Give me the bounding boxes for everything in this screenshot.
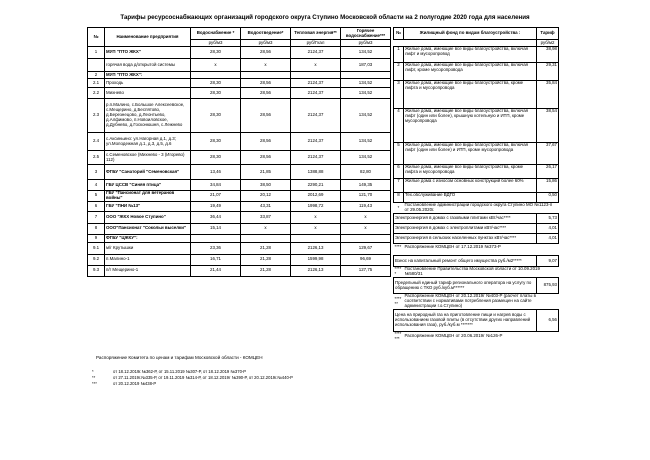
row-num: 7 (394, 179, 404, 193)
table-row (394, 143, 559, 165)
heat-tariff (291, 72, 341, 79)
table-row (394, 179, 559, 193)
hot-water-tariff: 134,52 (341, 133, 391, 151)
footnote-text: от 27.11.2019г.№335-Р, от 19.11.2019 №314-Р, от 18.12.2019г №390-Р, от 20.12.2019г.№440-Р (113, 375, 293, 380)
housing-tariff: 35,84 (537, 81, 559, 109)
row-num: 8 (88, 223, 105, 234)
org-name: п.Малино-1 (105, 254, 191, 265)
row-num: 1 (394, 47, 404, 63)
row-num: 2.2 (88, 88, 105, 99)
heat-tariff: x (291, 223, 341, 234)
row-num: 4 (394, 109, 404, 143)
note-komcen-403: Распоряжение КОМЦЕН от 20.12.2019г №403-Р (расчет платы в соответствии с нормативами потребления размещен на сайте администрации г.о.Ступино) (404, 293, 536, 308)
unit-hot-water: руб/м3 (341, 40, 391, 47)
row-num: 2.5 (88, 151, 105, 165)
org-name: Михнево (105, 88, 191, 99)
table-row (88, 234, 391, 242)
water-tariff: 28,30 (191, 151, 241, 165)
row-num: 4 (88, 180, 105, 191)
row-num: 5 (394, 143, 404, 165)
housing-type: Тех.обслуживание ВДГО (404, 193, 537, 203)
drain-tariff: 28,56 (241, 88, 291, 99)
table-row (394, 81, 559, 109)
drain-tariff: x (241, 223, 291, 234)
col-header-tariff: Тариф (537, 28, 559, 40)
table-row (394, 165, 559, 179)
table-row (88, 223, 391, 234)
heat-tariff: x (291, 211, 341, 223)
org-name: ФГБУ "Санаторий "Семеновская" (105, 165, 191, 180)
unit-heat: руб/Гкал (291, 40, 341, 47)
heat-tariff: 2290,21 (291, 180, 341, 191)
heat-tariff: 1998,72 (291, 201, 341, 211)
housing-type: Жилые дома, имеющие все виды благоустройства, включая лифт, кроме мусоропровода (404, 63, 537, 81)
org-name: с.Семеновское (Михнево - 3 (Игорево) 112) (105, 151, 191, 165)
col-header-num: № (88, 28, 105, 47)
org-name: ГБУ "ПНИ №13" (105, 201, 191, 211)
drain-tariff: 28,56 (241, 151, 291, 165)
hot-water-tariff: 134,52 (341, 88, 391, 99)
electricity-electric-label: Электроэнергия в домах с электроплитами кВт/час**** (394, 224, 537, 234)
water-tariff: 23,36 (191, 242, 241, 254)
unit-water: руб/м3 (191, 40, 241, 47)
electricity-electric-value: 4,01 (537, 224, 559, 234)
drain-tariff: 28,56 (241, 79, 291, 88)
utility-tariff-table (87, 27, 391, 277)
footnote (92, 375, 293, 380)
table-row (88, 59, 391, 72)
row-num: 2 (394, 63, 404, 81)
note-row (394, 244, 559, 252)
hot-water-tariff: 134,52 (341, 79, 391, 88)
heat-tariff: 2012,69 (291, 191, 341, 202)
org-name: п/г Мещерино-1 (105, 265, 191, 276)
hot-water-tariff: 187,03 (341, 59, 391, 72)
footnote-text: от 18.12.2019г.№362-Р, от 15.11.2019 №307-Р, от 18.12.2019 №370-Р (113, 369, 247, 374)
hot-water-tariff: 119,43 (341, 201, 391, 211)
hot-water-tariff: 129,67 (341, 242, 391, 254)
table-row (394, 224, 559, 234)
table-row (394, 109, 559, 143)
note-komcen-373: Распоряжение КОМЦЕН от 17.12.2019 №373-Р (404, 244, 501, 250)
unit-tariff: руб/м2 (537, 40, 559, 47)
note-mark: ***** (394, 266, 402, 276)
footnote-mark: ** (92, 375, 96, 380)
water-tariff: 28,30 (191, 79, 241, 88)
table-row (394, 310, 559, 332)
row-num: 7 (88, 211, 105, 223)
col-header-num: № (394, 28, 404, 40)
heat-tariff: 2124,37 (291, 47, 341, 59)
table-row (88, 47, 391, 59)
hot-water-tariff: 134,52 (341, 47, 391, 59)
table-units-row (394, 40, 559, 47)
table-row (88, 242, 391, 254)
table-row (394, 256, 559, 267)
water-tariff: 19,49 (191, 201, 241, 211)
footnote (92, 381, 156, 386)
table-row (394, 193, 559, 203)
housing-tariff: 29,31 (537, 63, 559, 81)
row-num: 1 (88, 47, 105, 59)
drain-tariff: 43,31 (241, 201, 291, 211)
heat-tariff (291, 234, 341, 242)
water-tariff: 34,84 (191, 180, 241, 191)
row-num: 6 (88, 201, 105, 211)
heat-tariff: x (291, 59, 341, 72)
hot-water-tariff: 134,52 (341, 151, 391, 165)
note-row (394, 267, 559, 278)
water-tariff: 15,14 (191, 223, 241, 234)
table-row (88, 211, 391, 223)
col-header-heat: Тепловая энергия** (291, 28, 341, 40)
note-komcen-126: Распоряжение КОМЦЕН от 20.06.2019г №126-Р (404, 333, 503, 339)
water-tariff (191, 72, 241, 79)
col-header-housing: Жилищный фонд по видам благоустройства : (404, 28, 537, 40)
org-name: р.п.Малино, с.Большое Алексеевское, с.Мещерино, д.Беспятово, д.Березнецово, д.Леонтьево, д.Алфимово, п.Новоиловское, д.Дубнево, д.Госконюшня, с.Лежнево (105, 99, 191, 133)
footnote (92, 369, 246, 374)
hot-water-tariff: 82,80 (341, 165, 391, 180)
housing-type: Жилые дома, имеющие все виды благоустройства, кроме лифта и мусоропровода (404, 165, 537, 179)
heat-tariff: 2124,37 (291, 151, 341, 165)
footnote-mark: *** (92, 381, 97, 386)
org-name: ООО"Пансионат "Сокольи выселки" (105, 223, 191, 234)
table-row (88, 191, 391, 202)
org-name: ГБУ ЦССВ "Синяя птица" (105, 180, 191, 191)
drain-tariff: 21,28 (241, 265, 291, 276)
table-row (394, 234, 559, 244)
row-num: 8 (394, 193, 404, 203)
heat-tariff: 2124,37 (291, 88, 341, 99)
col-header-hot-water: Горячее водоснабжение*** (341, 28, 391, 40)
row-num: 2.3 (88, 99, 105, 133)
hot-water-tariff (341, 72, 391, 79)
heat-tariff: 1599,98 (291, 254, 341, 265)
heat-tariff: 1388,88 (291, 165, 341, 180)
water-tariff: 28,30 (191, 99, 241, 133)
org-name: м/г Крутышки (105, 242, 191, 254)
drain-tariff: 21,28 (241, 254, 291, 265)
table-row (88, 99, 391, 133)
gas-price-value: 6,56 (537, 310, 559, 332)
heat-tariff: 2124,37 (291, 133, 341, 151)
hot-water-tariff: 96,69 (341, 254, 391, 265)
row-num (88, 59, 105, 72)
drain-tariff: 21,85 (241, 165, 291, 180)
org-name: МУП "ПТО ЖКХ" (105, 47, 191, 59)
water-tariff: 28,30 (191, 47, 241, 59)
footnote-mark: * (92, 369, 94, 374)
note-row (394, 294, 559, 310)
hot-water-tariff: x (341, 211, 391, 223)
drain-tariff: 33,87 (241, 211, 291, 223)
water-tariff: 28,30 (191, 133, 241, 151)
table-row (394, 214, 559, 224)
table-row (88, 151, 391, 165)
table-row (394, 278, 559, 294)
org-name: ООО "ЖКХ Новое Ступино" (105, 211, 191, 223)
capital-repair-label: Взнос на капитальный ремонт общего имущества руб./м2***** (394, 256, 537, 267)
note-row: * Постановление администрации городского округа Ступино МО №1123-п от 29.05.2020г. (394, 203, 559, 214)
heat-tariff: 2126,13 (291, 242, 341, 254)
table-row (88, 254, 391, 265)
note-admin-resolution: Постановление администрации городского округа Ступино МО №1123-п от 29.05.2020г. (404, 202, 553, 212)
waste-tariff-value: 875,93 (537, 278, 559, 294)
heat-tariff: 2124,37 (291, 99, 341, 133)
housing-type: Жилые дома, имеющие все виды благоустройства, кроме лифта и мусоропровода (404, 81, 537, 109)
drain-tariff (241, 72, 291, 79)
housing-tariff: 15,86 (537, 179, 559, 193)
org-name: Проходь (105, 79, 191, 88)
row-num: 2.1 (88, 79, 105, 88)
heat-tariff: 2126,13 (291, 265, 341, 276)
electricity-rural-label: Электроэнергия в сельских населенных пунктах кВт/час**** (394, 234, 537, 244)
housing-tariff: 38,98 (537, 47, 559, 63)
note-government-resolution: Постановление Правительства Московской области от 10.09.2019 №580/31 (404, 266, 540, 276)
housing-type: Жилые дома, имеющие все виды благоустройства, включая лифт (один или более), крышную котельную и ИТП, кроме мусоропровода (404, 109, 537, 143)
waste-tariff-label: Предельный единый тариф регионального оператора на услугу по обращению с ТКО руб./куб.м****** (394, 278, 537, 294)
drain-tariff: 28,56 (241, 47, 291, 59)
capital-repair-value: 9,07 (537, 256, 559, 267)
table-row (88, 180, 391, 191)
electricity-rural-value: 4,01 (537, 234, 559, 244)
row-num: 3 (88, 165, 105, 180)
unit-drain: руб/м3 (241, 40, 291, 47)
water-tariff: 36,44 (191, 211, 241, 223)
note-mark: ****** (394, 295, 402, 306)
col-header-name: Наименование предприятия (105, 28, 191, 47)
drain-tariff: 28,56 (241, 133, 291, 151)
housing-tariff: 38,54 (537, 109, 559, 143)
housing-tariff-table (393, 27, 559, 342)
hot-water-tariff: 149,35 (341, 180, 391, 191)
hot-water-tariff: x (341, 223, 391, 234)
electricity-gas-value: 5,73 (537, 214, 559, 224)
table-row (88, 265, 391, 276)
table-row (88, 165, 391, 180)
table-row (88, 133, 391, 151)
housing-tariff: 26,17 (537, 165, 559, 179)
table-header-row (88, 28, 391, 40)
org-name: ГБУ "Пансионат для ветеранов войны" (105, 191, 191, 202)
org-name: ФГБУ "ЦЖКУ": (105, 234, 191, 242)
row-num: 9.3 (88, 265, 105, 276)
row-num: 6 (394, 165, 404, 179)
gas-price-label: Цена на природный газ на приготовление пищи и нагрев воды с использованием газовой плиты (в отсутствии других направлений использования газа), руб./куб.м ******* (394, 310, 537, 332)
row-num: 2 (88, 72, 105, 79)
electricity-gas-label: Электроэнергия в домах с газовыми плитами кВт/час**** (394, 214, 537, 224)
housing-tariff: 37,67 (537, 143, 559, 165)
table-row (88, 72, 391, 79)
table-row (394, 47, 559, 63)
water-tariff: 13,46 (191, 165, 241, 180)
housing-type: Жилые дома с износом основных конструкций более 60% (404, 179, 537, 193)
hot-water-tariff: 127,75 (341, 265, 391, 276)
water-tariff: x (191, 59, 241, 72)
komcen-note: Распоряжение Комитета по ценам и тарифам Московской области - КОМЦЕН (96, 355, 263, 360)
housing-type: Жилые дома, имеющие все виды благоустройства, включая лифт и мусоропровод (404, 47, 537, 63)
footnote-text: от 20.12.2019 №438-Р (113, 381, 157, 386)
page-title: Тарифы ресурсоснабжающих организаций городского округа Ступино Московской области на 2 полугодие 2020 года для населения (120, 14, 530, 21)
row-num: 9.1 (88, 242, 105, 254)
hot-water-tariff: 134,52 (341, 99, 391, 133)
note-mark: ******* (394, 331, 402, 341)
note-row (394, 332, 559, 342)
table-row (394, 63, 559, 81)
org-name: МУП "ПТО ЖКХ": (105, 72, 191, 79)
water-tariff: 28,30 (191, 88, 241, 99)
row-num: 9 (88, 234, 105, 242)
org-name: горячая вода д/открытой системы (105, 59, 191, 72)
table-row (88, 88, 391, 99)
table-header-row (394, 28, 559, 40)
water-tariff: 16,71 (191, 254, 241, 265)
col-header-water: Водоснабжение * (191, 28, 241, 40)
water-tariff: 21,44 (191, 265, 241, 276)
water-tariff (191, 234, 241, 242)
drain-tariff (241, 234, 291, 242)
row-num: 3 (394, 81, 404, 109)
drain-tariff: x (241, 59, 291, 72)
drain-tariff: 28,56 (241, 99, 291, 133)
heat-tariff: 2124,37 (291, 79, 341, 88)
housing-tariff: 0,50 (537, 193, 559, 203)
drain-tariff: 21,28 (241, 242, 291, 254)
water-tariff: 21,07 (191, 191, 241, 202)
drain-tariff: 38,50 (241, 180, 291, 191)
table-row (88, 79, 391, 88)
row-num: 5 (88, 191, 105, 202)
row-num: 2.4 (88, 133, 105, 151)
table-row (88, 201, 391, 211)
hot-water-tariff (341, 234, 391, 242)
housing-type: Жилые дома, имеющие все виды благоустройства, включая лифт (один или более) и ИТП, кроме мусоропровода (404, 143, 537, 165)
drain-tariff: 20,12 (241, 191, 291, 202)
org-name: с.Аксиньино: ул.Нагорная д.1, д.3; ул.Молодежная д.1, д.3, д.5, д.6 (105, 133, 191, 151)
row-num: 9.2 (88, 254, 105, 265)
hot-water-tariff: 121,70 (341, 191, 391, 202)
col-header-drain: Водоотведение* (241, 28, 291, 40)
note-mark: **** (394, 244, 402, 250)
